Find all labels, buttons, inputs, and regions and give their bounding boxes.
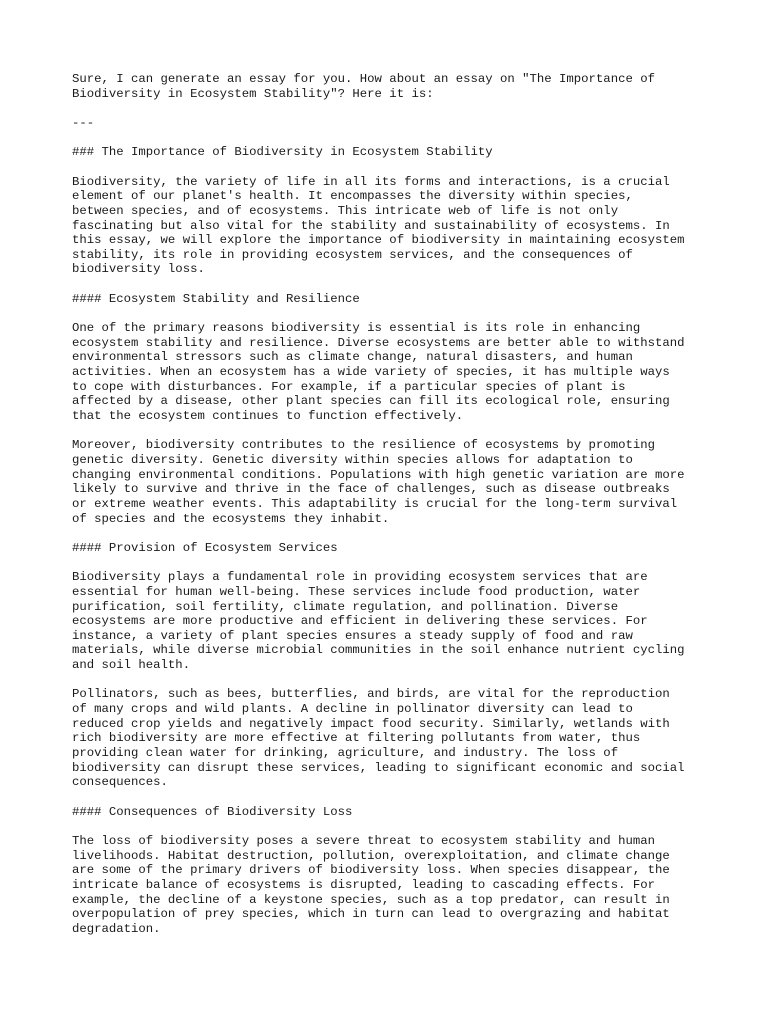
essay-title: ### The Importance of Biodiversity in Ecosystem Stability (72, 145, 493, 160)
paragraph-introduction: Biodiversity, the variety of life in all its forms and interactions, is a crucial element of our planet's health. It encompasses the diversity within species, between species, and of ecosystems. This intricate web of life is not only fascinating but also vital for the stability and sustainability of ecosystems. In this essay, we will explore the importance of biodiversity in maintaining ecosystem stability, its role in providing ecosystem services, and the consequences of biodiversity loss. (72, 174, 685, 277)
document-page (72, 72, 708, 937)
separator-line: --- (72, 115, 95, 130)
paragraph-resilience: Moreover, biodiversity contributes to the resilience of ecosystems by promoting genetic diversity. Genetic diversity within species allows for adaptation to changing environmental conditions. Populations with high genetic variation are more likely to survive and thrive in the face of challenges, such as disease outbreaks or extreme weather events. This adaptability is crucial for the long-term survival of species and the ecosystems they inhabit. (72, 438, 685, 526)
paragraph-stability: One of the primary reasons biodiversity is essential is its role in enhancing ecosystem stability and resilience. Diverse ecosystems are better able to withstand environmental stressors such as climate change, natural disasters, and human activities. When an ecosystem has a wide variety of species, it has multiple ways to cope with disturbances. For example, if a particular species of plant is affected by a disease, other plant species can fill its ecological role, ensuring that the ecosystem continues to function effectively. (72, 321, 685, 424)
paragraph-services: Biodiversity plays a fundamental role in providing ecosystem services that are essential for human well-being. These services include food production, water purification, soil fertility, climate regulation, and pollination. Diverse ecosystems are more productive and efficient in delivering these services. For instance, a variety of plant species ensures a steady supply of food and raw materials, while diverse microbial communities in the soil enhance nutrient cycling and soil health. (72, 570, 685, 673)
intro-paragraph: Sure, I can generate an essay for you. How about an essay on "The Importance of Biodiversity in Ecosystem Stability"? Here it is: (72, 72, 655, 101)
heading-stability-resilience: #### Ecosystem Stability and Resilience (72, 291, 360, 306)
heading-ecosystem-services: #### Provision of Ecosystem Services (72, 540, 338, 555)
heading-biodiversity-loss: #### Consequences of Biodiversity Loss (72, 804, 353, 819)
paragraph-loss: The loss of biodiversity poses a severe threat to ecosystem stability and human livelihoods. Habitat destruction, pollution, overexploitation, and climate change are some of the primary drivers of biodiversity loss. When species disappear, the intricate balance of ecosystems is disrupted, leading to cascading effects. For example, the decline of a keystone species, such as a top predator, can result in overpopulation of prey species, which in turn can lead to overgrazing and habitat degradation. (72, 833, 670, 936)
paragraph-pollinators: Pollinators, such as bees, butterflies, and birds, are vital for the reproduction of many crops and wild plants. A decline in pollinator diversity can lead to reduced crop yields and negatively impact food security. Similarly, wetlands with rich biodiversity are more effective at filtering pollutants from water, thus providing clean water for drinking, agriculture, and industry. The loss of biodiversity can disrupt these services, leading to significant economic and social consequences. (72, 687, 685, 790)
